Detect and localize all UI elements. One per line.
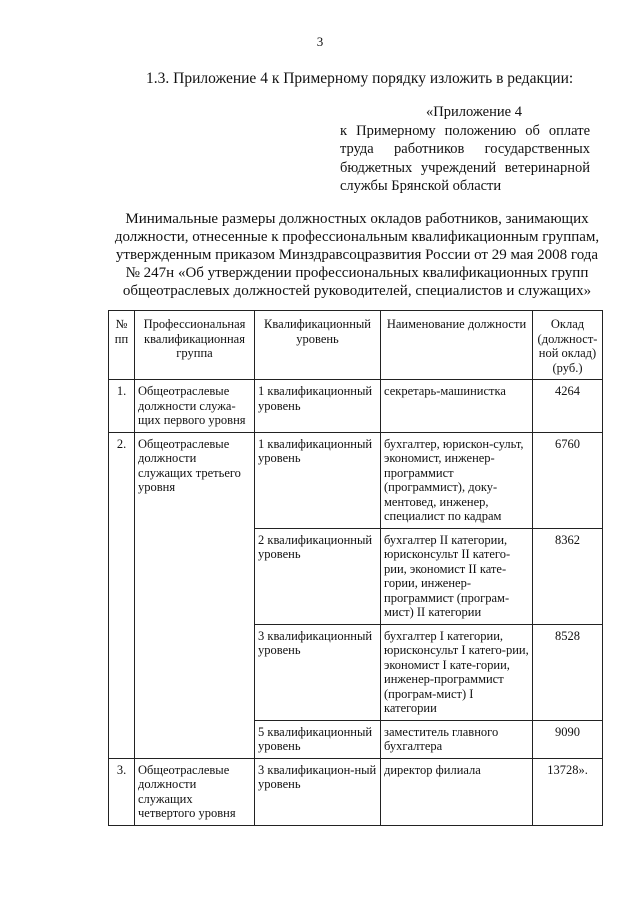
qualification-group: Общеотраслевые должности служащих четвертого уровня bbox=[135, 758, 255, 825]
qualification-level: 3 квалификационный уровень bbox=[255, 624, 381, 720]
salary-value: 13728». bbox=[533, 758, 603, 825]
appendix-caption bbox=[340, 103, 590, 196]
header-position: Наименование должности bbox=[381, 311, 533, 380]
header-level: Квалификационный уровень bbox=[255, 311, 381, 380]
salary-value: 4264 bbox=[533, 380, 603, 433]
document-heading bbox=[112, 210, 602, 300]
salary-value: 6760 bbox=[533, 432, 603, 528]
row-number: 2. bbox=[109, 432, 135, 758]
qualification-group: Общеотраслевые должности служащих третьего уровня bbox=[135, 432, 255, 758]
position-name: бухгалтер, юрискон-сульт, экономист, инженер-программист (программист), доку-ментовед, инженер, специалист по кадрам bbox=[381, 432, 533, 528]
appendix-line: бюджетных учреждений ветеринарной bbox=[340, 159, 590, 176]
table-row bbox=[109, 432, 603, 528]
salary-value: 8362 bbox=[533, 528, 603, 624]
position-name: секретарь-машинистка bbox=[381, 380, 533, 433]
table-row bbox=[109, 380, 603, 433]
appendix-line: «Приложение 4 bbox=[426, 104, 522, 120]
row-number: 1. bbox=[109, 380, 135, 433]
header-salary: Оклад (должност-ной оклад) (руб.) bbox=[533, 311, 603, 380]
appendix-line: службы Брянской области bbox=[340, 178, 502, 194]
header-number: № пп bbox=[109, 311, 135, 380]
qualification-level: 1 квалификационный уровень bbox=[255, 380, 381, 433]
position-name: бухгалтер II категории, юрисконсульт II катего-рии, экономист II кате-гории, инженер-программист (програм-мист) II категории bbox=[381, 528, 533, 624]
qualification-level: 1 квалификационный уровень bbox=[255, 432, 381, 528]
amendment-paragraph: 1.3. Приложение 4 к Примерному порядку изложить в редакции: bbox=[146, 70, 574, 87]
qualification-group: Общеотраслевые должности служа-щих первого уровня bbox=[135, 380, 255, 433]
row-number: 3. bbox=[109, 758, 135, 825]
heading-line: должности, отнесенные к профессиональным квалификационным группам, bbox=[114, 229, 600, 245]
qualification-level: 5 квалификационный уровень bbox=[255, 720, 381, 758]
heading-line: общеотраслевых должностей руководителей, специалистов и служащих» bbox=[122, 283, 592, 299]
appendix-line: труда работников государственных bbox=[340, 141, 590, 157]
qualification-level: 2 квалификационный уровень bbox=[255, 528, 381, 624]
appendix-line: к Примерному положению об оплате bbox=[340, 122, 590, 139]
heading-line: № 247н «Об утверждении профессиональных квалификационных групп bbox=[125, 265, 589, 281]
table-header-row bbox=[109, 311, 603, 380]
table-row bbox=[109, 758, 603, 825]
position-name: заместитель главного бухгалтера bbox=[381, 720, 533, 758]
heading-line: утвержденным приказом Минздравсоцразвития России от 29 мая 2008 года bbox=[115, 247, 599, 263]
position-name: бухгалтер I категории, юрисконсульт I катего-рии, экономист I кате-гории, инженер-программист (програм-мист) I категории bbox=[381, 624, 533, 720]
header-group: Профессиональная квалификационная группа bbox=[135, 311, 255, 380]
salary-table bbox=[108, 310, 603, 826]
qualification-level: 3 квалификацион-ный уровень bbox=[255, 758, 381, 825]
position-name: директор филиала bbox=[381, 758, 533, 825]
salary-value: 8528 bbox=[533, 624, 603, 720]
heading-line: Минимальные размеры должностных окладов работников, занимающих bbox=[125, 211, 589, 227]
page-number: 3 bbox=[316, 34, 324, 49]
salary-value: 9090 bbox=[533, 720, 603, 758]
